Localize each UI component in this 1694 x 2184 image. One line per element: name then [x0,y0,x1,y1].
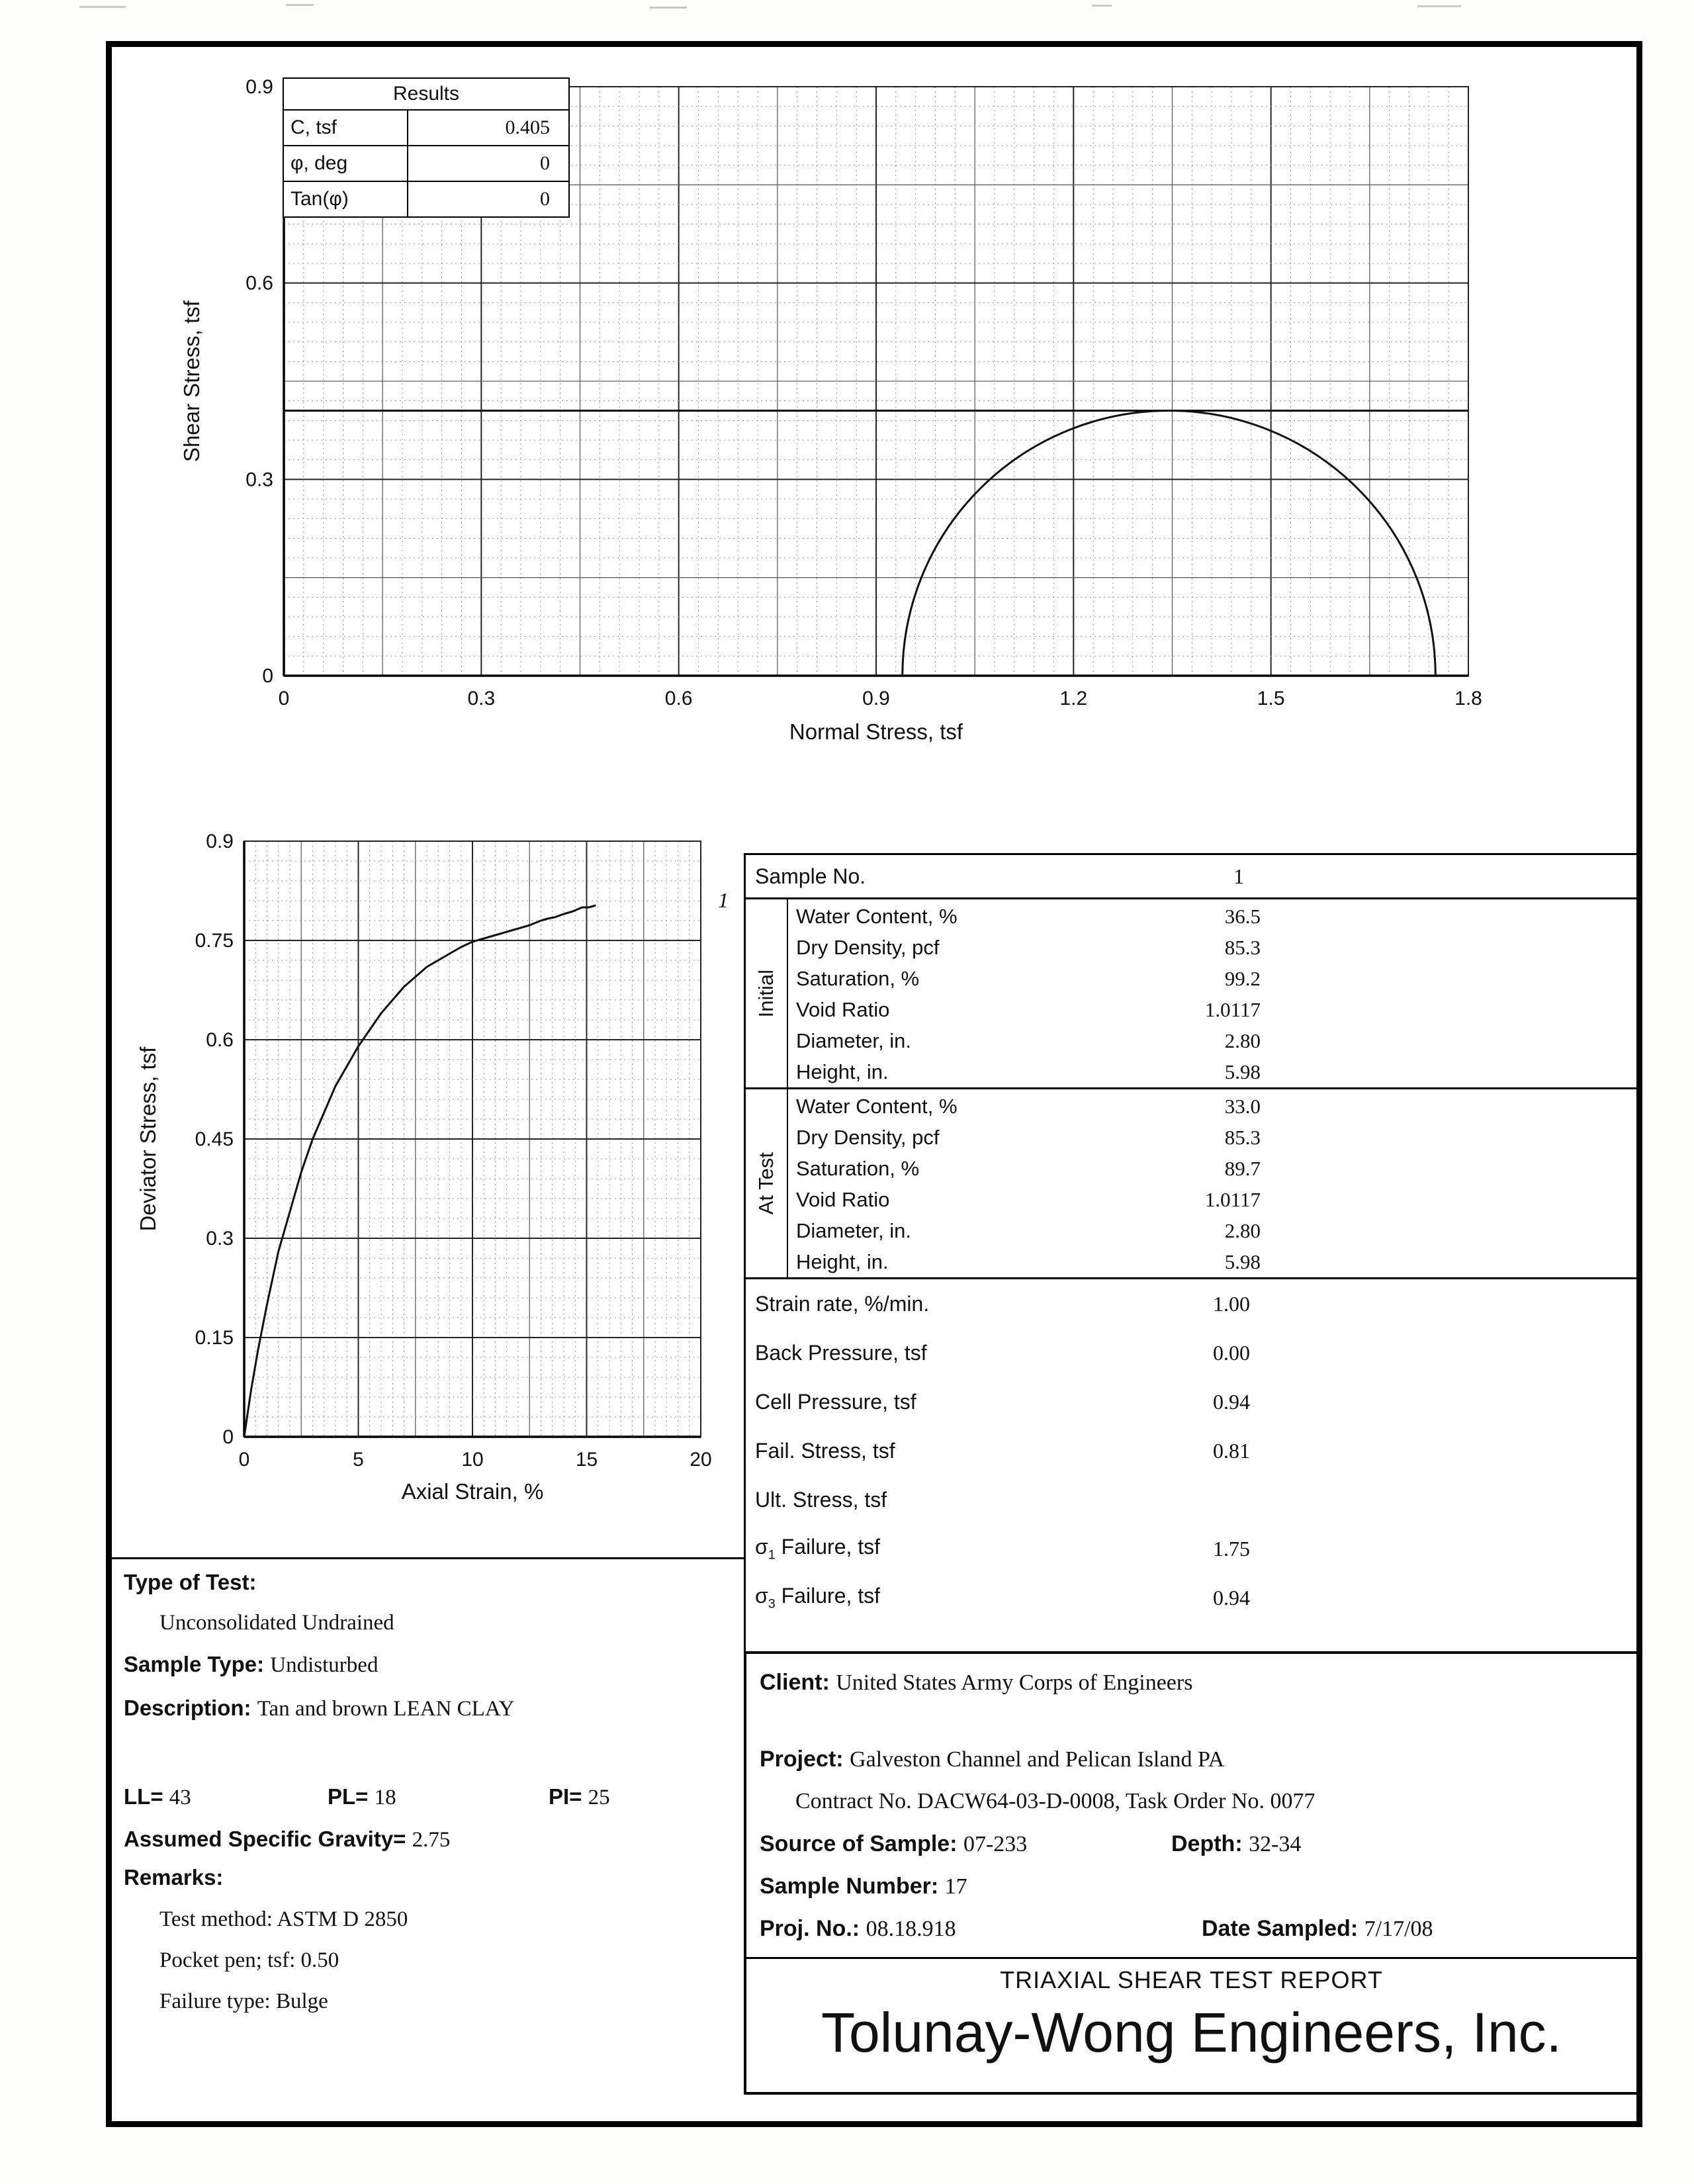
project-value: Galveston Channel and Pelican Island PA [850,1747,1225,1772]
svg-text:0: 0 [278,688,290,709]
sample-property-row [788,1025,1636,1056]
svg-text:5: 5 [353,1449,364,1471]
results-phi-value: 0 [408,146,569,181]
property-label: Water Content, % [796,904,958,928]
property-label: Saturation, % [796,966,920,990]
sample-type-row [124,1652,378,1678]
sample-extra-row [746,1475,1636,1524]
client-value: United States Army Corps of Engineers [836,1670,1193,1695]
company-name: Tolunay-Wong Engineers, Inc. [821,2001,1562,2064]
sample-property-row [788,1091,1636,1122]
ll-label: LL= [124,1784,163,1809]
sample-type-value: Undisturbed [270,1653,379,1677]
svg-text:0.6: 0.6 [245,272,273,295]
sample-extra-row [746,1426,1636,1475]
depth-value: 32-34 [1249,1832,1302,1856]
description-value: Tan and brown LEAN CLAY [257,1697,515,1721]
source-of-sample-field [760,1831,1027,1857]
pl-value: 18 [374,1786,396,1809]
project-info-box [744,1651,1636,2095]
extra-row-value: 0.94 [1213,1389,1250,1414]
pl-field [328,1784,396,1810]
svg-text:1.8: 1.8 [1454,688,1482,709]
results-c-value: 0.405 [408,110,569,146]
property-label: Diameter, in. [796,1218,912,1242]
property-value: 85.3 [1224,1125,1261,1149]
specific-gravity-value: 2.75 [412,1828,451,1852]
sample-property-row [788,1122,1636,1153]
svg-text:0: 0 [222,1426,234,1448]
property-label: Water Content, % [796,1094,958,1118]
extra-row-value: 1.75 [1213,1536,1250,1561]
project-row [760,1747,1224,1772]
sample-extra-row [746,1524,1636,1573]
specific-gravity-label: Assumed Specific Gravity= [124,1827,406,1851]
svg-text:10: 10 [461,1449,484,1471]
scan-artifact [79,6,126,8]
remark-line: Pocket pen; tsf: 0.50 [159,1948,339,1972]
property-value: 1.0117 [1204,1187,1261,1211]
proj-no-value: 08.18.918 [866,1917,956,1941]
sample-extra-rows [746,1279,1636,1622]
results-table [283,77,570,218]
sample-no-label: Sample No. [755,864,866,888]
at-test-group-label: At Test [754,1152,778,1215]
svg-text:0.3: 0.3 [206,1228,234,1250]
property-value: 89.7 [1224,1156,1261,1180]
initial-group-side [746,899,788,1087]
date-sampled-field [1202,1916,1433,1942]
sample-extra-row [746,1328,1636,1377]
property-value: 36.5 [1224,904,1261,928]
sample-number-row [760,1874,967,1899]
property-value: 99.2 [1224,966,1261,990]
ll-field [124,1784,191,1810]
sample-extra-row [746,1377,1636,1426]
svg-text:0: 0 [238,1449,250,1471]
property-label: Height, in. [796,1060,889,1083]
svg-text:1.2: 1.2 [1059,688,1088,709]
property-label: Diameter, in. [796,1028,912,1052]
svg-text:15: 15 [575,1449,598,1471]
results-c-label: C, tsf [283,110,408,146]
initial-group [746,899,1636,1089]
sample-property-row [788,901,1636,932]
extra-row-value: 0.81 [1213,1438,1250,1463]
svg-text:Axial Strain, %: Axial Strain, % [401,1479,544,1504]
proj-no-field [760,1916,956,1942]
proj-no-label: Proj. No.: [760,1916,860,1941]
extra-row-value: 0.00 [1213,1340,1250,1365]
property-label: Void Ratio [796,997,890,1021]
property-value: 2.80 [1224,1218,1261,1242]
test-info-panel [112,1557,744,2111]
remark-line: Failure type: Bulge [159,1989,328,2013]
sample-number-value: 17 [944,1874,967,1899]
property-value: 5.98 [1224,1250,1261,1273]
divider-line [746,1957,1636,1959]
sample-type-label: Sample Type: [124,1652,265,1676]
scan-artifact [286,4,314,6]
specific-gravity-row [124,1827,450,1852]
scan-artifact [650,7,687,9]
property-label: Dry Density, pcf [796,1125,940,1149]
date-sampled-label: Date Sampled: [1202,1916,1359,1941]
type-of-test-label: Type of Test: [124,1570,257,1594]
property-label: Saturation, % [796,1156,920,1180]
svg-text:20: 20 [690,1449,712,1471]
initial-group-rows [788,899,1636,1087]
svg-text:0.9: 0.9 [862,688,890,709]
at-test-group-side [746,1089,788,1277]
svg-text:Normal Stress, tsf: Normal Stress, tsf [789,719,963,744]
at-test-group [746,1089,1636,1279]
results-table-title: Results [283,78,569,110]
svg-text:0.6: 0.6 [206,1029,234,1051]
extra-row-value: 0.94 [1213,1585,1250,1610]
source-label: Source of Sample: [760,1831,958,1856]
sample-property-row [788,932,1636,963]
ll-value: 43 [169,1786,191,1809]
extra-row-value: 1.00 [1213,1291,1250,1316]
pi-field [549,1784,610,1810]
pi-label: PI= [549,1784,582,1809]
property-label: Height, in. [796,1250,889,1273]
property-value: 5.98 [1224,1060,1261,1083]
remarks-lines [159,1907,408,2030]
sample-data-table [744,853,1636,1653]
property-value: 85.3 [1224,935,1261,959]
sample-number-label: Sample Number: [760,1874,939,1899]
sample-extra-row [746,1573,1636,1622]
pl-label: PL= [328,1784,369,1809]
property-label: Void Ratio [796,1187,890,1211]
depth-field [1171,1831,1301,1857]
extra-row-label: $\sigma_1$ Failure, tsf [755,1534,881,1563]
results-phi-label: φ, deg [283,146,408,181]
extra-row-label: Cell Pressure, tsf [755,1389,916,1414]
at-test-group-rows [788,1089,1636,1277]
extra-row-label: Fail. Stress, tsf [755,1438,895,1463]
report-title: TRIAXIAL SHEAR TEST REPORT [1000,1966,1383,1993]
sample-id-value: 1 [1233,864,1244,888]
description-row [124,1696,514,1721]
results-tanphi-value: 0 [408,181,569,217]
initial-group-label: Initial [754,969,778,1018]
sample-property-row [788,963,1636,994]
type-of-test-value: Unconsolidated Undrained [159,1611,394,1635]
svg-text:0.9: 0.9 [245,76,273,98]
property-value: 1.0117 [1204,997,1261,1021]
stress-strain-chart [112,808,780,1543]
extra-row-label: Strain rate, %/min. [755,1291,930,1316]
sample-property-row [788,994,1636,1025]
svg-text:1: 1 [718,888,729,912]
sample-table-header [746,855,1636,899]
svg-text:0.3: 0.3 [245,469,273,491]
svg-text:0.15: 0.15 [195,1327,234,1349]
remarks-label: Remarks: [124,1865,224,1889]
report-page [106,41,1642,2127]
extra-row-label: Back Pressure, tsf [755,1340,927,1365]
scan-artifact [1092,5,1112,7]
sample-property-row [788,1215,1636,1246]
sample-property-row [788,1056,1636,1087]
client-label: Client: [760,1670,830,1695]
svg-text:0.3: 0.3 [467,688,496,709]
sample-extra-row [746,1279,1636,1328]
svg-text:0: 0 [262,665,273,687]
results-tanphi-label: Tan(φ) [283,181,408,217]
svg-text:Deviator Stress, tsf: Deviator Stress, tsf [136,1046,160,1232]
svg-text:0.6: 0.6 [664,688,693,709]
svg-text:0.75: 0.75 [195,930,234,952]
depth-label: Depth: [1171,1831,1243,1856]
date-sampled-value: 7/17/08 [1364,1917,1433,1941]
property-value: 2.80 [1224,1028,1261,1052]
sample-property-row [788,1153,1636,1184]
extra-row-label: Ult. Stress, tsf [755,1487,887,1512]
property-label: Dry Density, pcf [796,935,940,959]
svg-text:1.5: 1.5 [1257,688,1285,709]
pi-value: 25 [588,1786,610,1809]
svg-text:Shear Stress, tsf: Shear Stress, tsf [179,300,204,462]
sample-property-row [788,1184,1636,1215]
scan-artifact [1417,5,1461,7]
description-label: Description: [124,1696,251,1720]
property-value: 33.0 [1224,1094,1261,1118]
sample-property-row [788,1246,1636,1277]
client-row [760,1670,1192,1696]
source-value: 07-233 [963,1832,1028,1856]
project-label: Project: [760,1747,844,1772]
contract-line: Contract No. DACW64-03-D-0008, Task Order No. 0077 [795,1789,1315,1813]
remark-line: Test method: ASTM D 2850 [159,1907,408,1931]
svg-text:0.9: 0.9 [206,831,234,852]
extra-row-label: $\sigma_3$ Failure, tsf [755,1583,881,1612]
svg-text:0.45: 0.45 [195,1128,234,1150]
